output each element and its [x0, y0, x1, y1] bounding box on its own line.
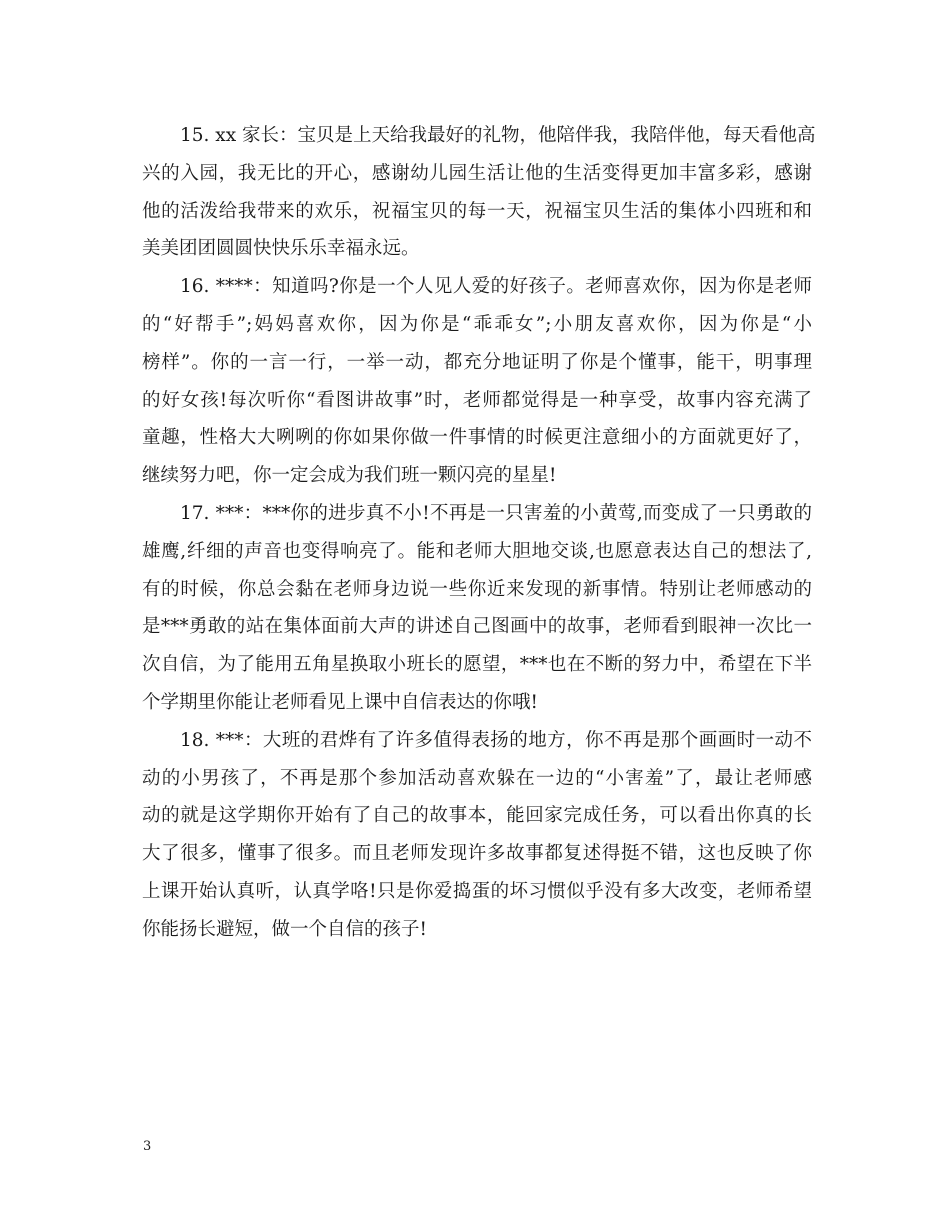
paragraph-line: 上课开始认真听，认真学咯!只是你爱捣蛋的坏习惯似乎没有多大改变，老师希望 [142, 880, 812, 902]
document-body [142, 117, 816, 949]
paragraph-line: 个学期里你能让老师看见上课中自信表达的你哦! [142, 691, 538, 713]
page-number: 3 [143, 1139, 152, 1154]
paragraph-line: 16. ****：知道吗?你是一个人见人爱的好孩子。老师喜欢你，因为你是老师 [180, 276, 812, 298]
paragraph-line: 18. ***：大班的君烨有了许多值得表扬的地方，你不再是那个画画时一动不 [180, 729, 812, 751]
paragraph-line: 15. xx 家长：宝贝是上天给我最好的礼物，他陪伴我，我陪伴他，每天看他高 [180, 125, 816, 146]
paragraph-16 [142, 268, 812, 495]
paragraph-line: 动的小男孩了，不再是那个参加活动喜欢躲在一边的“小害羞”了，最让老师感 [142, 767, 812, 789]
paragraph-15 [142, 117, 816, 268]
paragraph-line: 的“好帮手”;妈妈喜欢你，因为你是“乖乖女”;小朋友喜欢你，因为你是“小 [142, 313, 812, 335]
paragraph-line: 的好女孩!每次听你“看图讲故事”时，老师都觉得是一种享受，故事内容充满了 [142, 389, 812, 411]
paragraph-line: 雄鹰,纤细的声音也变得响亮了。能和老师大胆地交谈,也愿意表达自己的想法了, [142, 540, 812, 562]
paragraph-line: 次自信，为了能用五角星换取小班长的愿望，***也在不断的努力中，希望在下半 [142, 654, 812, 676]
paragraph-line: 榜样”。你的一言一行，一举一动，都充分地证明了你是个懂事，能干，明事理 [142, 351, 812, 373]
paragraph-line: 美美团团圆圆快快乐乐幸福永远。 [142, 238, 420, 260]
paragraph-line: 是***勇敢的站在集体面前大声的讲述自己图画中的故事，老师看到眼神一次比一 [142, 616, 812, 638]
paragraph-line: 有的时候，你总会黏在老师身边说一些你近来发现的新事情。特别让老师感动的 [142, 578, 812, 600]
paragraph-line: 大了很多，懂事了很多。而且老师发现许多故事都复述得挺不错，这也反映了你 [142, 843, 812, 865]
paragraph-line: 继续努力吧，你一定会成为我们班一颗闪亮的星星! [142, 465, 557, 487]
paragraph-line: 动的就是这学期你开始有了自己的故事本，能回家完成任务，可以看出你真的长 [142, 805, 812, 827]
paragraph-line: 兴的入园，我无比的开心，感谢幼儿园生活让他的生活变得更加丰富多彩，感谢 [142, 162, 812, 184]
paragraph-line: 17. ***：***你的进步真不小!不再是一只害羞的小黄莺,而变成了一只勇敢的 [180, 502, 812, 524]
paragraph-18 [142, 722, 812, 949]
paragraph-line: 童趣，性格大大咧咧的你如果你做一件事情的时候更注意细小的方面就更好了， [142, 427, 812, 449]
paragraph-17 [142, 495, 812, 722]
paragraph-line: 他的活泼给我带来的欢乐，祝福宝贝的每一天，祝福宝贝生活的集体小四班和和 [142, 200, 812, 222]
paragraph-line: 你能扬长避短，做一个自信的孩子! [142, 918, 427, 940]
